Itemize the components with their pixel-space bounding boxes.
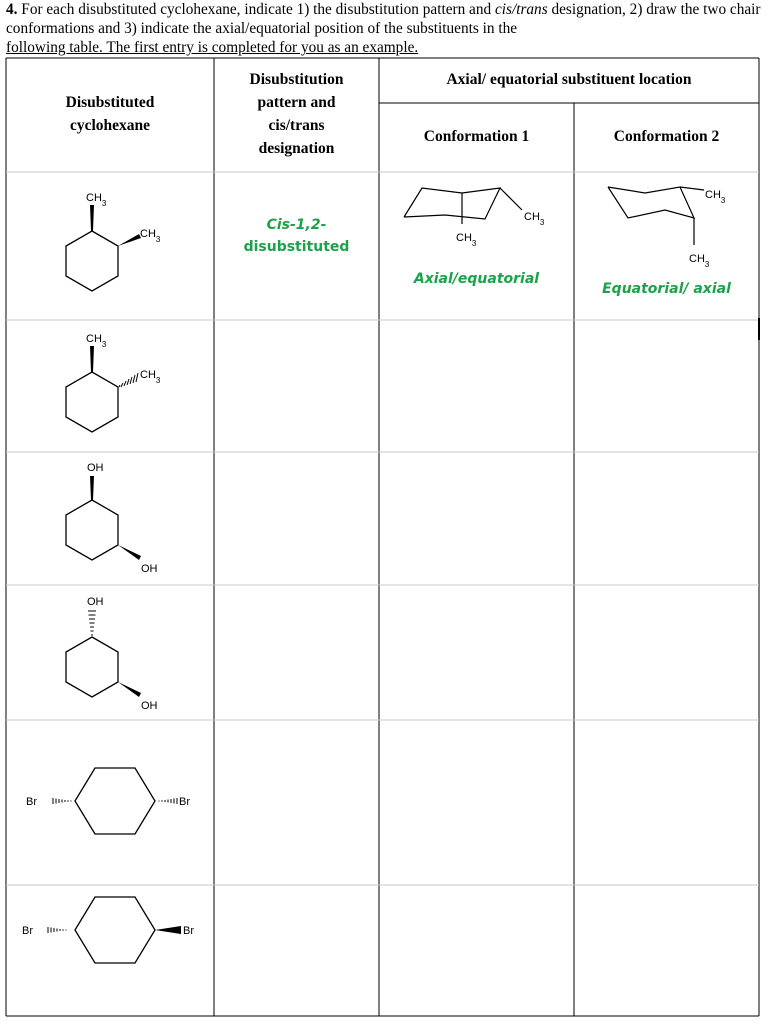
chair-conformation-2 [608,187,704,245]
molecule-row-1 [66,205,141,291]
row2-ch3-top: $CH_3$ [86,333,107,349]
molecule-row-6 [48,897,181,963]
example-conformation-2-answer: Equatorial/ axial [602,281,731,297]
row3-oh-bottom: OH [141,563,158,575]
conf1-ch3-right: $CH_3$ [524,211,545,227]
molecule-row-5 [53,768,177,834]
question-text: 4. For each disubstituted cyclohexane, indicate 1) the disubstitution pattern and cis/trans designation, 2) draw the two chair conformations and 3) indicate the axial/equatorial position of the substituents in the following table. The first entry is completed for you as an example. [6,1,761,56]
question-underlined-line: following table. The first entry is completed for you as an example. [6,39,419,56]
header-axial-equatorial-location: Axial/ equatorial substituent location [446,71,692,88]
row5-br-right: Br [179,796,190,808]
row2-ch3-right: $CH_3$ [140,369,161,385]
header-conformation-2: Conformation 2 [613,128,720,145]
conf2-ch3-right: $CH_3$ [705,189,726,205]
chair-conformation-1 [404,188,522,224]
question-number: 4. [6,1,18,18]
row1-ch3-top: $CH_3$ [86,192,107,208]
molecule-row-4 [66,611,141,697]
row4-oh-top: OH [87,596,104,608]
row6-br-left: Br [22,925,33,937]
example-pattern-answer: Cis-1,2- disubstituted [243,217,350,255]
molecule-row-3 [66,476,141,560]
header-conformation-1: Conformation 1 [423,128,530,145]
conf2-ch3-bottom: $CH_3$ [689,253,710,269]
row1-ch3-right: $CH_3$ [140,228,161,244]
row4-oh-bottom: OH [141,700,158,712]
example-conformation-1-answer: Axial/equatorial [413,271,540,287]
row3-oh-top: OH [87,462,104,474]
molecule-row-2 [66,346,138,432]
conf1-ch3-bottom: $CH_3$ [456,232,477,248]
header-disubstituted-cyclohexane: Disubstituted cyclohexane [65,94,155,134]
header-disubstitution-pattern: Disubstitution pattern and cis/trans designation [249,71,344,157]
row6-br-right: Br [183,925,194,937]
row5-br-left: Br [26,796,37,808]
